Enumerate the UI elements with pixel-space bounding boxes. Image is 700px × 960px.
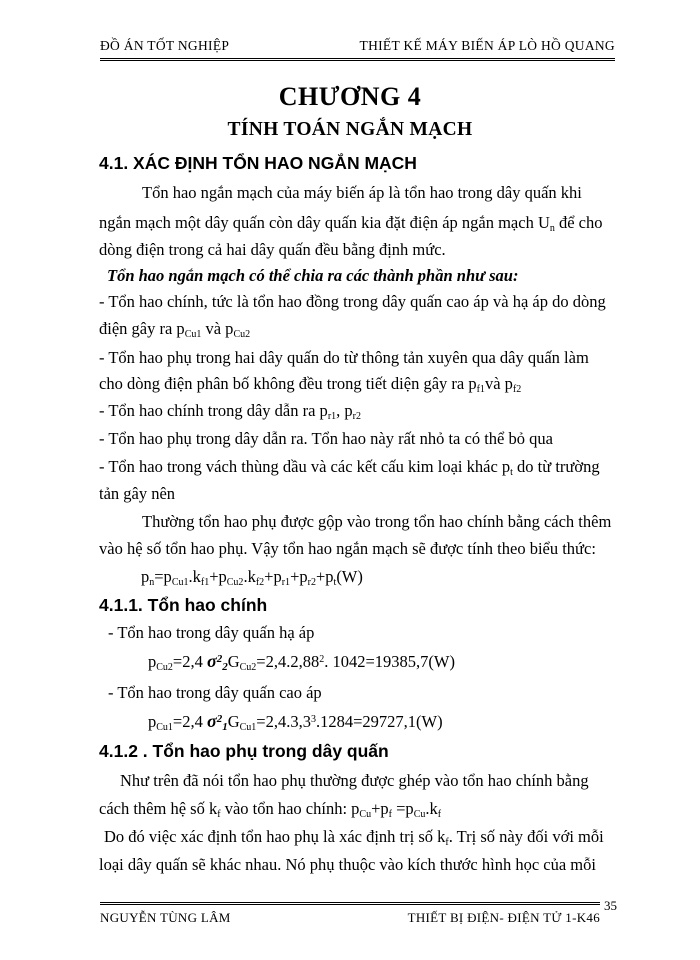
bullet-line: điện gây ra $p_{Cu1}$ và $p_{Cu2}$	[99, 319, 251, 340]
paragraph-line: Tổn hao ngắn mạch của máy biến áp là tổn hao trong dây quấn khi	[142, 183, 582, 202]
chapter-number: CHƯƠNG 4	[278, 82, 422, 111]
page-footer	[100, 902, 600, 927]
paragraph-line: dòng điện trong cả hai dây quấn đều bằng định mức.	[99, 240, 446, 259]
section-heading-4-1-2: 4.1.2 . Tổn hao phụ trong dây quấn	[99, 741, 389, 761]
page-header	[100, 36, 615, 61]
formula-high-voltage: $p_{Cu1}=2,4$ $\sigma^2_1G_{Cu1}=2,4.3,3^3.1284=29727,1(W)$	[148, 711, 443, 733]
bullet-line: tản gây nên	[99, 484, 176, 503]
bullet-line: - Tổn hao trong vách thùng dầu và các kết cấu kim loại khác $p_t$ do từ trường	[99, 457, 600, 478]
footer-author: NGUYỄN TÙNG LÂM	[100, 910, 231, 925]
list-item: - Tổn hao trong dây quấn cao áp	[108, 683, 322, 702]
paragraph-line: cách thêm hệ số $k_f$ vào tổn hao chính: $p_{Cu}+p_f =p_{Cu}.k_f$	[99, 799, 442, 820]
lead-sentence: Tổn hao ngắn mạch có thể chia ra các thành phần như sau:	[107, 266, 519, 285]
bullet-line: - Tổn hao phụ trong hai dây quấn do từ thông tản xuyên qua dây quấn làm	[99, 348, 589, 367]
paragraph-line: loại dây quấn sẽ khác nhau. Nó phụ thuộc vào kích thước hình học của mỗi	[99, 855, 596, 874]
bullet-line: cho dòng điện phân bố không đều trong tiết diện gây ra $p_{f1}và$ $p_{f2}$	[99, 374, 522, 395]
page-number: 35	[604, 898, 617, 913]
list-item: - Tổn hao trong dây quấn hạ áp	[108, 623, 315, 642]
chapter-title: TÍNH TOÁN NGẮN MẠCH	[227, 119, 473, 140]
paragraph-line: Như trên đã nói tổn hao phụ thường được ghép vào tổn hao chính bằng	[120, 771, 589, 790]
formula-total-loss: $p_n=p_{Cu1}.k_{f1}+p_{Cu2}.k_{f2}+p_{r1}+p_{r2}+p_t(W)$	[141, 567, 363, 588]
section-heading-4-1: 4.1. XÁC ĐỊNH TỔN HAO NGẮN MẠCH	[99, 153, 417, 173]
paragraph-line: Thường tổn hao phụ được gộp vào trong tổn hao chính bằng cách thêm	[142, 512, 612, 531]
paragraph-line: ngắn mạch một dây quấn còn dây quấn kia đặt điện áp ngắn mạch $U_n$ để cho	[99, 213, 603, 234]
header-right: THIẾT KẾ MÁY BIẾN ÁP LÒ HỒ QUANG	[359, 38, 615, 53]
bullet-line: - Tổn hao chính trong dây dẫn ra $p_{r1}$, $p_{r2}$	[99, 401, 361, 422]
paragraph-line: vào hệ số tổn hao phụ. Vậy tổn hao ngắn mạch sẽ được tính theo biểu thức:	[99, 539, 596, 558]
footer-department: THIẾT BỊ ĐIỆN- ĐIỆN TỬ 1-K46	[407, 910, 600, 925]
formula-low-voltage: $p_{Cu2}=2,4$ $\sigma^2_2G_{Cu2}=2,4.2,88^2$. 1042=19385,7(W)	[148, 651, 455, 673]
paragraph-line: Do đó việc xác định tổn hao phụ là xác định trị số $k_f$. Trị số này đối với mỗi	[104, 827, 604, 848]
section-heading-4-1-1: 4.1.1. Tổn hao chính	[99, 595, 268, 615]
bullet-line: - Tổn hao chính, tức là tổn hao đồng trong dây quấn cao áp và hạ áp do dòng	[99, 292, 606, 311]
bullet-line: - Tổn hao phụ trong dây dẫn ra. Tổn hao này rất nhỏ ta có thể bỏ qua	[99, 429, 553, 448]
header-left: ĐỒ ÁN TỐT NGHIỆP	[100, 38, 230, 53]
